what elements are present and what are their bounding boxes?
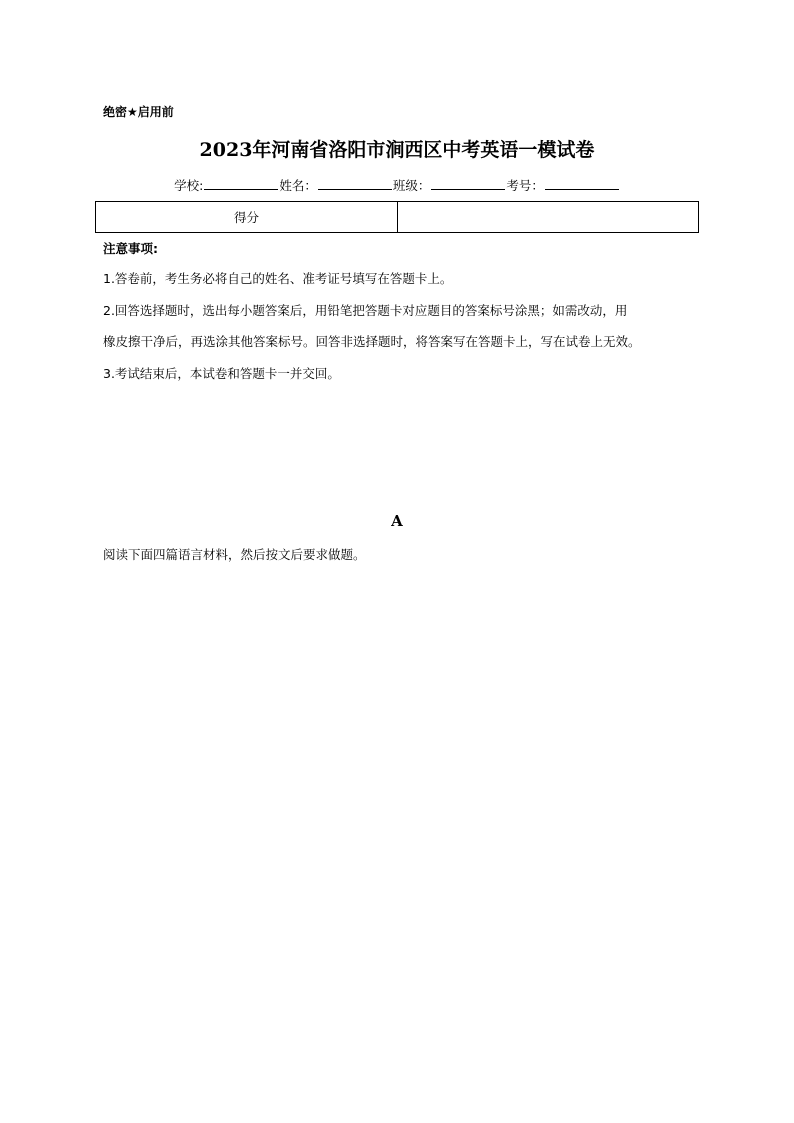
school-label: 学校: [174,178,204,193]
name-label: 姓名： [279,178,317,193]
school-blank[interactable] [204,176,278,190]
notice-heading: 注意事项: [103,241,158,256]
notice-line-2: 2.回答选择题时，选出每小题答案后，用铅笔把答题卡对应题目的答案标号涂黑；如需改动，用 [103,303,628,318]
score-value-cell[interactable] [398,202,699,233]
student-info-row [0,176,794,195]
confidential-mark: 绝密★启用前 [103,105,174,119]
score-row [96,202,699,233]
class-blank[interactable] [431,176,505,190]
exam-no-label: 考号： [506,178,544,193]
exam-no-blank[interactable] [545,176,619,190]
notice-line-1: 1.答卷前，考生务必将自己的姓名、准考证号填写在答题卡上。 [103,271,453,286]
score-label-cell: 得分 [96,202,398,233]
name-blank[interactable] [318,176,392,190]
section-instruction: 阅读下面四篇语言材料，然后按文后要求做题。 [103,547,366,562]
notice-line-4: 3.考试结束后，本试卷和答题卡一并交回。 [103,366,340,381]
notice-line-3: 橡皮擦干净后，再选涂其他答案标号。回答非选择题时，将答案写在答题卡上，写在试卷上无效。 [103,334,641,349]
class-label: 班级： [392,178,431,193]
score-table [95,201,699,233]
page-title: 2023年河南省洛阳市涧西区中考英语一模试卷 [199,139,595,161]
section-label: A [391,512,403,530]
